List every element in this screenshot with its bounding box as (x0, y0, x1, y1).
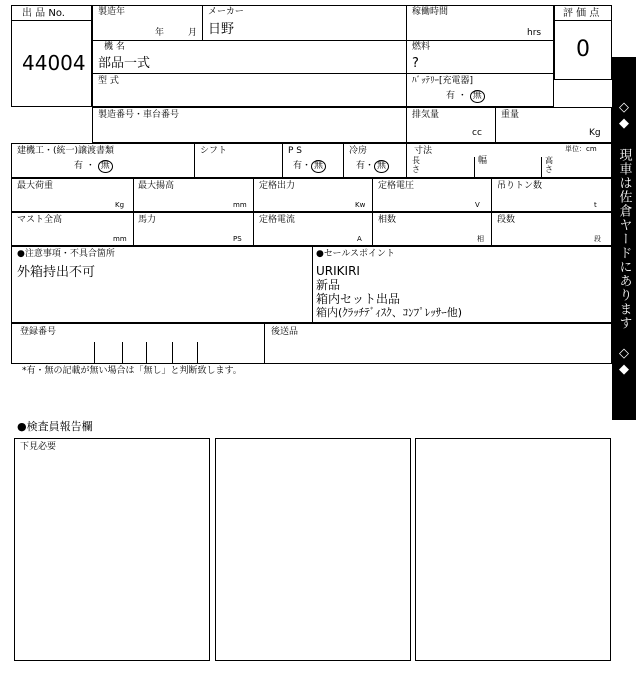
lift-ton-label: 吊りトン数 (497, 181, 543, 191)
weight-unit: Kg (589, 128, 601, 138)
year-unit: 年 (155, 28, 165, 38)
displacement-label: 排気量 (412, 110, 440, 120)
sales-line-3: 箱内セット出品 (316, 292, 401, 306)
grade-value: 0 (576, 37, 590, 62)
notes-value: 外箱持出不可 (17, 265, 96, 280)
ps-yes-no: 有・ 無 (293, 160, 326, 173)
rated-voltage-label: 定格電圧 (378, 181, 415, 191)
sales-line-1: URIKIRI (316, 264, 360, 278)
transfer-yes-no: 有 ・ 無 (74, 160, 113, 173)
rated-current-unit: A (357, 235, 362, 243)
phase-unit: 相 (477, 235, 484, 243)
shipping-label: 後送品 (271, 327, 299, 337)
side-banner: ◇◆ 現車は佐倉ヤードにあります ◇◆ (612, 57, 636, 420)
battery-label: ﾊﾞｯﾃﾘｰ[充電器] (412, 76, 474, 86)
transfer-label: 建機工・(統一)譲渡書類 (17, 146, 115, 156)
horsepower-unit: PS (233, 235, 242, 243)
hours-unit: hrs (527, 28, 542, 38)
model-value: 部品一式 (98, 56, 151, 71)
cooler-label: 冷房 (349, 146, 368, 156)
inspector-title: ●検査員報告欄 (17, 420, 93, 433)
type-label: 型 式 (98, 76, 119, 86)
sales-line-2: 新品 (316, 278, 341, 292)
notes-label: ●注意事項・不具合箇所 (17, 249, 115, 259)
serial-label: 製造番号・車台番号 (98, 110, 180, 120)
hours-label: 稼働時間 (412, 7, 449, 17)
cooler-yes-no: 有・ 無 (356, 160, 389, 173)
reg-frame (11, 323, 612, 364)
dims-unit: 単位：cm (565, 145, 597, 153)
sales-line-4: 箱内(ｸﾗｯﾁﾃﾞｨｽｸ、ｺﾝﾌﾟﾚｯｻｰ他) (316, 306, 463, 319)
footnote: *有・無の記載が無い場合は「無し」と判断致します。 (22, 366, 242, 376)
inspector-box-1-text: 下見必要 (20, 442, 57, 452)
max-lift-label: 最大揚高 (138, 181, 175, 191)
dims-width: 幅 (478, 156, 488, 166)
horsepower-label: 馬力 (138, 215, 157, 225)
battery-yes-no: 有 ・ 無 (446, 90, 485, 103)
grade-label: 評 価 点 (563, 8, 600, 19)
max-lift-unit: mm (233, 201, 247, 209)
mast-label: マスト全高 (17, 215, 63, 225)
ps-label: P S (288, 146, 303, 156)
rated-current-label: 定格電流 (259, 215, 296, 225)
fuel-value: ? (412, 56, 419, 71)
phase-label: 相数 (378, 215, 397, 225)
max-load-unit: Kg (115, 201, 125, 209)
fuel-label: 燃料 (412, 42, 431, 52)
rated-voltage-unit: V (475, 201, 480, 209)
row2-frame (92, 40, 554, 74)
row7-frame (11, 212, 612, 246)
max-load-label: 最大荷重 (17, 181, 54, 191)
inspector-box-1 (14, 438, 210, 661)
model-label: 機 名 (104, 42, 125, 52)
lot-number: 44004 (22, 51, 86, 75)
lift-ton-unit: t (594, 201, 597, 209)
reg-label: 登録番号 (20, 327, 57, 337)
inspector-box-3 (415, 438, 611, 661)
rated-output-label: 定格出力 (259, 181, 296, 191)
weight-label: 重量 (501, 110, 520, 120)
lot-label: 出 品 No. (22, 8, 65, 19)
steps-label: 段数 (497, 215, 516, 225)
displacement-unit: cc (472, 128, 482, 138)
sales-label: ●セールスポイント (316, 249, 396, 259)
steps-unit: 段 (594, 235, 601, 243)
shift-label: シフト (200, 146, 228, 156)
rated-output-unit: Kw (355, 201, 366, 209)
maker-value: 日野 (208, 22, 235, 37)
dims-label: 寸法 (414, 146, 433, 156)
mast-unit: mm (113, 235, 127, 243)
dims-length: 長 さ (412, 156, 420, 174)
dims-height: 高 さ (545, 156, 553, 174)
inspector-box-2 (215, 438, 411, 661)
maker-label: メーカー (208, 7, 244, 17)
month-unit: 月 (188, 28, 198, 38)
year-label: 製造年 (98, 7, 126, 17)
